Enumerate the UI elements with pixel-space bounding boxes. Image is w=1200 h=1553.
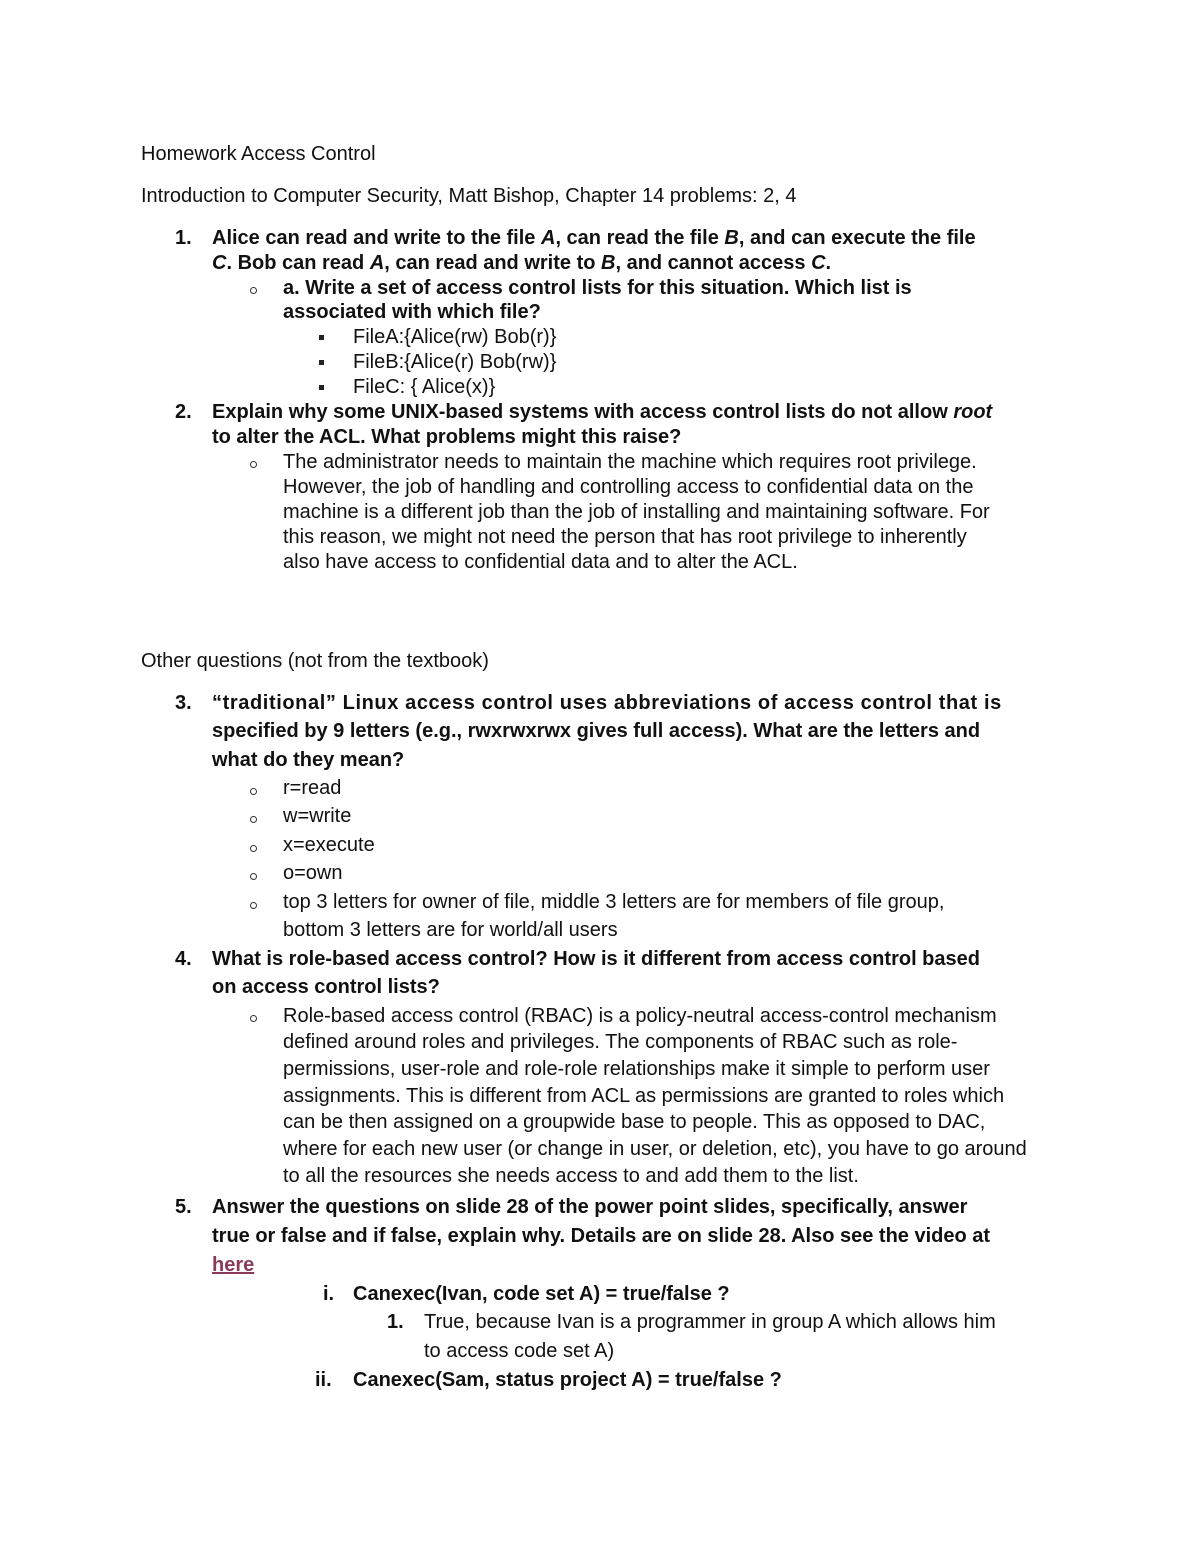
q3-line: “traditional” Linux access control uses abbreviations of access control that is: [212, 692, 1002, 714]
q2-line1: Explain why some UNIX-based systems with access control lists do not allow root: [212, 401, 993, 423]
q4-line: on access control lists?: [212, 976, 440, 998]
q5-line: true or false and if false, explain why. Details are on slide 28. Also see the video at: [212, 1225, 991, 1247]
q3-answer-read: r=read: [283, 777, 342, 799]
square-bullet-icon: [319, 385, 324, 390]
circle-bullet-icon: [250, 873, 257, 880]
q4-answer-line: to all the resources she needs access to and add them to the list.: [283, 1165, 859, 1187]
q3-line: specified by 9 letters (e.g., rwxrwxrwx gives full access). What are the letters and: [212, 720, 981, 742]
q2-answer-line: The administrator needs to maintain the machine which requires root privilege.: [283, 451, 977, 473]
circle-bullet-icon: [250, 287, 257, 294]
circle-bullet-icon: [250, 902, 257, 909]
circle-bullet-icon: [250, 788, 257, 795]
q5-sub-i-answer: True, because Ivan is a programmer in group A which allows him: [424, 1311, 996, 1333]
q2-line2: to alter the ACL. What problems might this raise?: [212, 426, 682, 448]
circle-bullet-icon: [250, 816, 257, 823]
q1-sub-a-line2: associated with which file?: [283, 301, 541, 323]
q2-answer-line: also have access to confidential data and to alter the ACL.: [283, 551, 798, 573]
q4-number: 4.: [175, 948, 192, 970]
q3-answer-own: o=own: [283, 862, 343, 884]
document-subtitle: Introduction to Computer Security, Matt Bishop, Chapter 14 problems: 2, 4: [141, 185, 797, 207]
circle-bullet-icon: [250, 461, 257, 468]
q5-sub-ii-text: Canexec(Sam, status project A) = true/false ?: [353, 1369, 782, 1391]
q3-number: 3.: [175, 692, 192, 714]
q3-line: what do they mean?: [212, 749, 405, 771]
q5-sub-i-numeral: i.: [323, 1283, 335, 1305]
acl-file-c: FileC: { Alice(x)}: [353, 376, 496, 398]
q1-sub-a-line1: a. Write a set of access control lists for this situation. Which list is: [283, 277, 912, 299]
q5-sub-i-answer: to access code set A): [424, 1340, 615, 1362]
q4-answer-line: where for each new user (or change in user, or deletion, etc), you have to go around: [283, 1138, 1027, 1160]
q2-answer-line: machine is a different job than the job of installing and maintaining software. For: [283, 501, 990, 523]
acl-file-b: FileB:{Alice(r) Bob(rw)}: [353, 351, 557, 373]
circle-bullet-icon: [250, 1015, 257, 1022]
q4-answer-line: permissions, user-role and role-role relationships make it simple to perform user: [283, 1058, 990, 1080]
q1-line2: C. Bob can read A, can read and write to B, and cannot access C.: [212, 252, 832, 274]
q1-number: 1.: [175, 227, 192, 249]
q2-answer-line: However, the job of handling and controlling access to confidential data on the: [283, 476, 974, 498]
other-questions-heading: Other questions (not from the textbook): [141, 650, 489, 672]
document-title: Homework Access Control: [141, 143, 376, 165]
q3-answer-execute: x=execute: [283, 834, 375, 856]
q2-answer-line: this reason, we might not need the person that has root privilege to inherently: [283, 526, 967, 548]
q5-line: Answer the questions on slide 28 of the power point slides, specifically, answer: [212, 1196, 968, 1218]
q5-sub-i-answer-number: 1.: [387, 1311, 404, 1333]
q5-number: 5.: [175, 1196, 192, 1218]
q4-answer-line: defined around roles and privileges. The components of RBAC such as role-: [283, 1031, 958, 1053]
q4-answer-line: can be then assigned on a groupwide base to people. This as opposed to DAC,: [283, 1111, 986, 1133]
q2-number: 2.: [175, 401, 192, 423]
square-bullet-icon: [319, 360, 324, 365]
q1-line1: Alice can read and write to the file A, can read the file B, and can execute the file: [212, 227, 976, 249]
q3-answer-groups: bottom 3 letters are for world/all users: [283, 919, 618, 941]
q3-answer-write: w=write: [283, 805, 352, 827]
circle-bullet-icon: [250, 845, 257, 852]
q5-sub-i-text: Canexec(Ivan, code set A) = true/false ?: [353, 1283, 730, 1305]
q4-answer-line: assignments. This is different from ACL as permissions are granted to roles which: [283, 1085, 1005, 1107]
q5-sub-ii-numeral: ii.: [315, 1369, 332, 1391]
q3-answer-groups: top 3 letters for owner of file, middle 3 letters are for members of file group,: [283, 891, 945, 913]
acl-file-a: FileA:{Alice(rw) Bob(r)}: [353, 326, 557, 348]
square-bullet-icon: [319, 335, 324, 340]
q4-answer-line: Role-based access control (RBAC) is a policy-neutral access-control mechanism: [283, 1005, 997, 1027]
q4-line: What is role-based access control? How is it different from access control based: [212, 948, 980, 970]
video-link[interactable]: here: [212, 1254, 255, 1276]
